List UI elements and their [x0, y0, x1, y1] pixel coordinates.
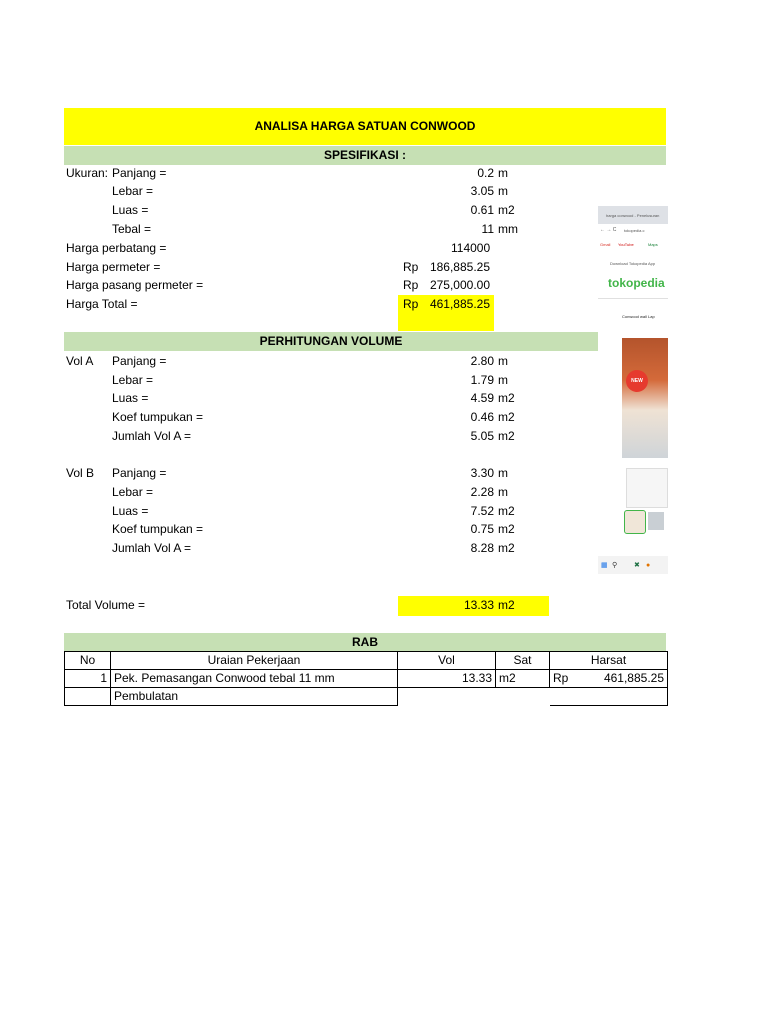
rab-header-row: [65, 652, 668, 670]
youtube-bookmark: YouTube: [618, 242, 634, 247]
ukuran-label: Ukuran:: [66, 166, 109, 180]
row-uraian: Pek. Pemasangan Conwood tebal 11 mm: [111, 670, 398, 688]
rab-table: [64, 651, 668, 706]
vol-b-panjang-value: 3.30: [470, 466, 494, 480]
spec-luas-value: 0.61: [470, 203, 494, 217]
vol-b-luas-unit: m2: [498, 504, 515, 518]
harga-permeter-label: Harga permeter =: [66, 260, 161, 274]
row-sat: [496, 688, 550, 706]
vol-a-koef-value: 0.46: [470, 410, 494, 424]
browser-tab-title: harga conwood - Penelusuran: [606, 213, 660, 218]
harga-pasang-label: Harga pasang permeter =: [66, 278, 204, 292]
row-sat: m2: [496, 670, 550, 688]
vol-a-luas-label: Luas =: [112, 391, 149, 405]
gmail-bookmark: Gmail: [600, 242, 611, 247]
row-harsat-cell: [550, 670, 668, 688]
vol-b-luas-value: 7.52: [470, 504, 494, 518]
spec-header: SPESIFIKASI :: [64, 146, 666, 165]
harga-pasang-value: 275,000.00: [429, 278, 490, 292]
vol-b-panjang-unit: m: [498, 466, 508, 480]
total-volume-label: Total Volume =: [66, 598, 146, 612]
download-app-text: Download Tokopedia App: [610, 261, 656, 266]
vol-a-jumlah-unit: m2: [498, 429, 515, 443]
vol-b-panjang-label: Panjang =: [112, 466, 167, 480]
row-vol: [398, 688, 496, 706]
vol-a-panjang-value: 2.80: [470, 354, 494, 368]
vol-b-lebar-unit: m: [498, 485, 508, 499]
row-no: [65, 688, 111, 706]
sheet-title: ANALISA HARGA SATUAN CONWOOD: [64, 108, 666, 145]
spec-lebar-label: Lebar =: [112, 184, 154, 198]
col-no: No: [65, 652, 111, 670]
vol-b-koef-label: Koef tumpukan =: [112, 522, 204, 536]
harga-pasang-rp: Rp: [403, 278, 419, 292]
spec-tebal-value: 11: [481, 222, 494, 236]
taskbar: [598, 556, 668, 574]
harga-perbatang-label: Harga perbatang =: [66, 241, 167, 255]
spec-tebal-unit: mm: [498, 222, 518, 236]
nav-arrows-icon: ← → C: [600, 227, 617, 233]
vol-a-koef-label: Koef tumpukan =: [112, 410, 204, 424]
col-sat: Sat: [496, 652, 550, 670]
vol-a-lebar-label: Lebar =: [112, 373, 154, 387]
vol-a-jumlah-label: Jumlah Vol A =: [112, 429, 192, 443]
table-row: [65, 670, 668, 688]
vol-a-luas-unit: m2: [498, 391, 515, 405]
vol-a-jumlah-value: 5.05: [470, 429, 494, 443]
new-badge: NEW: [626, 370, 648, 392]
spec-tebal-label: Tebal =: [112, 222, 152, 236]
product-image: [622, 338, 668, 458]
product-thumbnail[interactable]: [624, 510, 646, 534]
row-uraian: Pembulatan: [111, 688, 398, 706]
row-no: 1: [65, 670, 111, 688]
vol-b-koef-unit: m2: [498, 522, 515, 536]
embedded-screenshot: [598, 206, 668, 574]
harga-permeter-rp: Rp: [403, 260, 419, 274]
volume-header: PERHITUNGAN VOLUME: [64, 332, 598, 351]
harga-total-value: 461,885.25: [429, 297, 490, 311]
vol-b-luas-label: Luas =: [112, 504, 149, 518]
vol-b-jumlah-value: 8.28: [470, 541, 494, 555]
col-harsat: Harsat: [550, 652, 668, 670]
tokopedia-logo: tokopedia: [608, 276, 665, 290]
spec-lebar-unit: m: [498, 184, 508, 198]
vol-a-panjang-unit: m: [498, 354, 508, 368]
divider: [598, 298, 668, 299]
spec-panjang-unit: m: [498, 166, 508, 180]
table-row: [65, 688, 668, 706]
vol-a-panjang-label: Panjang =: [112, 354, 167, 368]
harga-perbatang-value: 114000: [451, 241, 491, 255]
harga-total-rp: Rp: [403, 297, 419, 311]
total-volume-unit: m2: [498, 598, 515, 612]
row-vol: 13.33: [398, 670, 496, 688]
vol-a-lebar-value: 1.79: [470, 373, 494, 387]
vol-b-label: Vol B: [66, 466, 95, 480]
vol-a-koef-unit: m2: [498, 410, 515, 424]
windows-icon: ▦: [601, 562, 608, 569]
product-title: Conwood wall Lap: [622, 314, 655, 319]
vol-b-lebar-label: Lebar =: [112, 485, 154, 499]
row-harsat: [550, 688, 668, 706]
vol-b-jumlah-unit: m2: [498, 541, 515, 555]
vol-a-luas-value: 4.59: [470, 391, 494, 405]
rab-header: RAB: [64, 633, 666, 652]
product-thumbnail-2[interactable]: [648, 512, 664, 530]
spec-panjang-label: Panjang =: [112, 166, 167, 180]
vol-b-koef-value: 0.75: [470, 522, 494, 536]
row-harsat-rp: Rp: [553, 671, 569, 685]
maps-bookmark: Maps: [648, 242, 658, 247]
col-vol: Vol: [398, 652, 496, 670]
chrome-icon: ●: [646, 562, 651, 569]
harga-total-label: Harga Total =: [66, 297, 138, 311]
col-uraian: Uraian Pekerjaan: [111, 652, 398, 670]
browser-address: tokopedia.c: [624, 228, 645, 233]
excel-icon: ✖: [634, 562, 640, 569]
spec-lebar-value: 3.05: [470, 184, 494, 198]
vol-b-jumlah-label: Jumlah Vol A =: [112, 541, 192, 555]
product-spec-table: [626, 468, 668, 508]
row-harsat: 461,885.25: [603, 671, 664, 685]
spec-luas-unit: m2: [498, 203, 515, 217]
vol-a-lebar-unit: m: [498, 373, 508, 387]
spec-panjang-value: 0.2: [477, 166, 494, 180]
harga-permeter-value: 186,885.25: [429, 260, 490, 274]
search-icon: ⚲: [612, 562, 618, 569]
vol-a-label: Vol A: [66, 354, 94, 368]
total-volume-value: 13.33: [463, 598, 494, 612]
vol-b-lebar-value: 2.28: [470, 485, 494, 499]
spec-luas-label: Luas =: [112, 203, 149, 217]
